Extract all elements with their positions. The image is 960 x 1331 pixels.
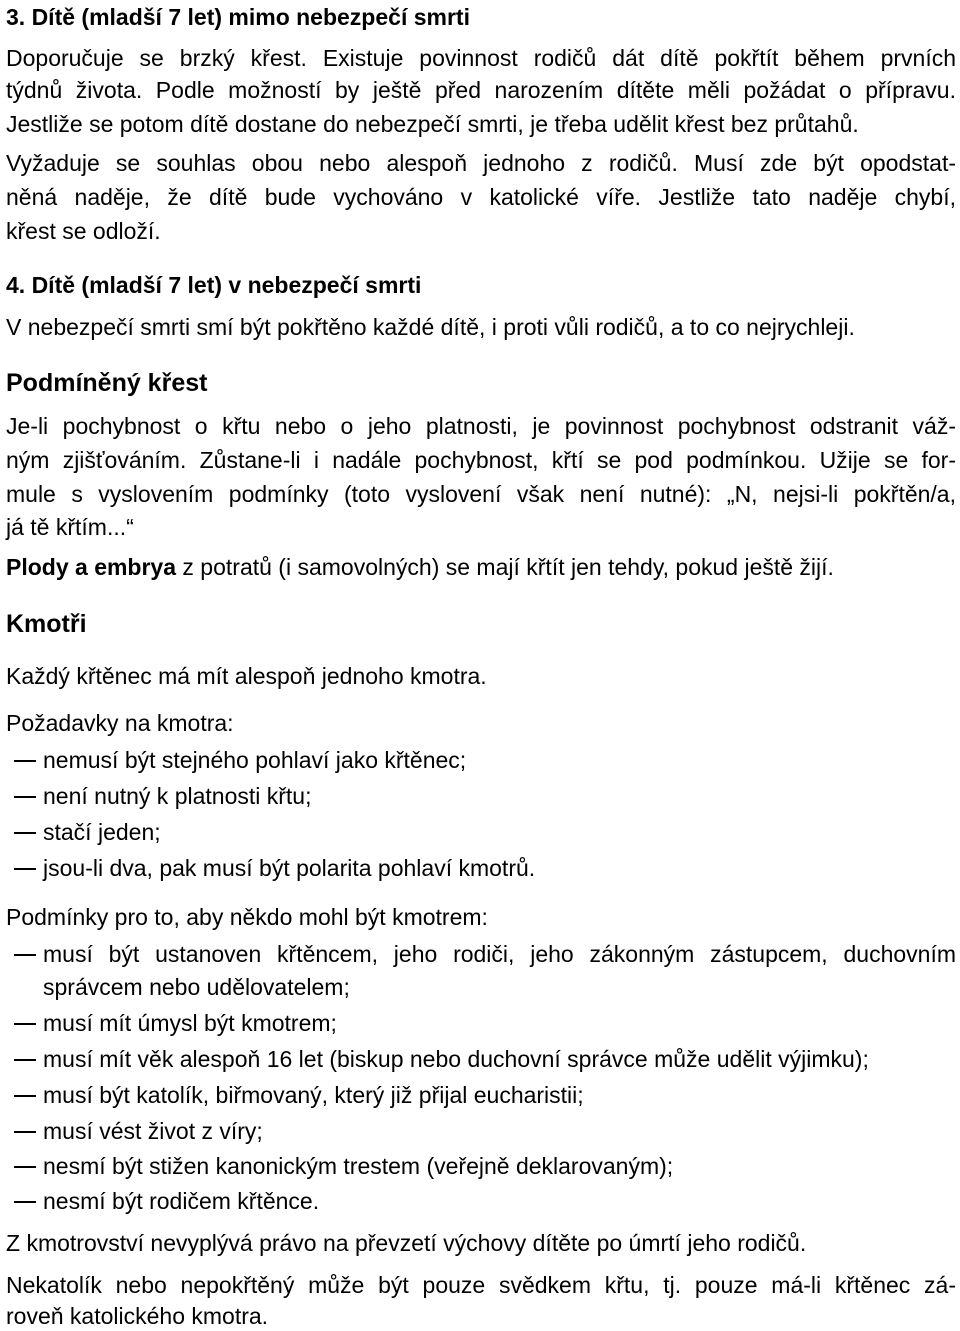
requirement-item-3: stačí jeden; [43, 819, 161, 845]
requirements-label: Požadavky na kmotra: [6, 710, 234, 736]
note-1: Z kmotrovství nevyplývá právo na převzetí výchovy dítěte po úmrtí jeho rodičů. [6, 1230, 807, 1256]
dash-icon [14, 832, 36, 834]
dash-icon [14, 1023, 36, 1025]
dash-icon [14, 1059, 36, 1061]
requirement-item-2: není nutný k platnosti křtu; [43, 783, 312, 809]
godparents-heading: Kmotři [6, 610, 87, 638]
embryos-paragraph [6, 552, 834, 582]
section-3-line-5: něná naděje, že dítě bude vychováno v katolické víře. Jestliže tato naděje chybí, [6, 184, 956, 210]
section-3-line-3: Jestliže se potom dítě dostane do nebezpečí smrti, je třeba udělit křest bez průtahů. [6, 111, 859, 137]
conditional-line-3: mule s vyslovením podmínky (toto vyslovení však není nutné): „N, nejsi-li pokřtěn/a, [6, 481, 956, 507]
godparents-intro: Každý křtěnec má mít alespoň jednoho kmotra. [6, 663, 487, 689]
condition-item-6: nesmí být stižen kanonickým trestem (veřejně deklarovaným); [43, 1153, 674, 1179]
conditions-label: Podmínky pro to, aby někdo mohl být kmotrem: [6, 904, 488, 930]
requirement-item-4: jsou-li dva, pak musí být polarita pohlaví kmotrů. [43, 855, 536, 881]
embryos-text: z potratů (i samovolných) se mají křtít jen tehdy, pokud ještě žijí. [176, 554, 834, 580]
condition-item-1-line-2: správcem nebo udělovatelem; [43, 974, 350, 1000]
section-3-line-2: týdnů života. Podle možností by ještě před narozením dítěte měli požádat o přípravu. [6, 77, 956, 103]
note-2-line-2: roveň katolického kmotra. [6, 1303, 269, 1329]
conditional-line-4: já tě křtím...“ [6, 514, 134, 540]
note-2-line-1: Nekatolík nebo nepokřtěný může být pouze svědkem křtu, tj. pouze má-li křtěnec zá- [6, 1272, 956, 1298]
dash-icon [14, 760, 36, 762]
section-4-heading: 4. Dítě (mladší 7 let) v nebezpečí smrti [6, 272, 422, 298]
condition-item-5: musí vést život z víry; [43, 1118, 263, 1144]
conditional-heading: Podmíněný křest [6, 369, 208, 397]
section-3-line-6: křest se odloží. [6, 218, 161, 244]
embryos-bold-term: Plody a embrya [6, 554, 177, 580]
section-3-line-1: Doporučuje se brzký křest. Existuje povinnost rodičů dát dítě pokřtít během prvních [6, 45, 956, 71]
requirement-item-1: nemusí být stejného pohlaví jako křtěnec; [43, 747, 467, 773]
section-4-text: V nebezpečí smrti smí být pokřtěno každé dítě, i proti vůli rodičů, a to co nejrychleji. [6, 314, 855, 340]
section-3-heading: 3. Dítě (mladší 7 let) mimo nebezpečí smrti [6, 4, 470, 30]
condition-item-4: musí být katolík, biřmovaný, který již přijal eucharistii; [43, 1082, 584, 1108]
dash-icon [14, 1095, 36, 1097]
dash-icon [14, 1201, 36, 1203]
conditional-line-2: ným zjišťováním. Zůstane-li i nadále pochybnost, křtí se pod podmínkou. Užije se for- [6, 447, 956, 473]
condition-item-2: musí mít úmysl být kmotrem; [43, 1010, 337, 1036]
dash-icon [14, 1131, 36, 1133]
dash-icon [14, 954, 36, 956]
dash-icon [14, 1166, 36, 1168]
dash-icon [14, 796, 36, 798]
condition-item-3: musí mít věk alespoň 16 let (biskup nebo duchovní správce může udělit výjimku); [43, 1046, 869, 1072]
conditional-line-1: Je-li pochybnost o křtu nebo o jeho platnosti, je povinnost pochybnost odstranit váž- [6, 413, 956, 439]
dash-icon [14, 868, 36, 870]
section-3-line-4: Vyžaduje se souhlas obou nebo alespoň jednoho z rodičů. Musí zde být opodstat- [6, 150, 956, 176]
condition-item-1-line-1: musí být ustanoven křtěncem, jeho rodiči, jeho zákonným zástupcem, duchovním [43, 941, 956, 967]
condition-item-7: nesmí být rodičem křtěnce. [43, 1188, 320, 1214]
